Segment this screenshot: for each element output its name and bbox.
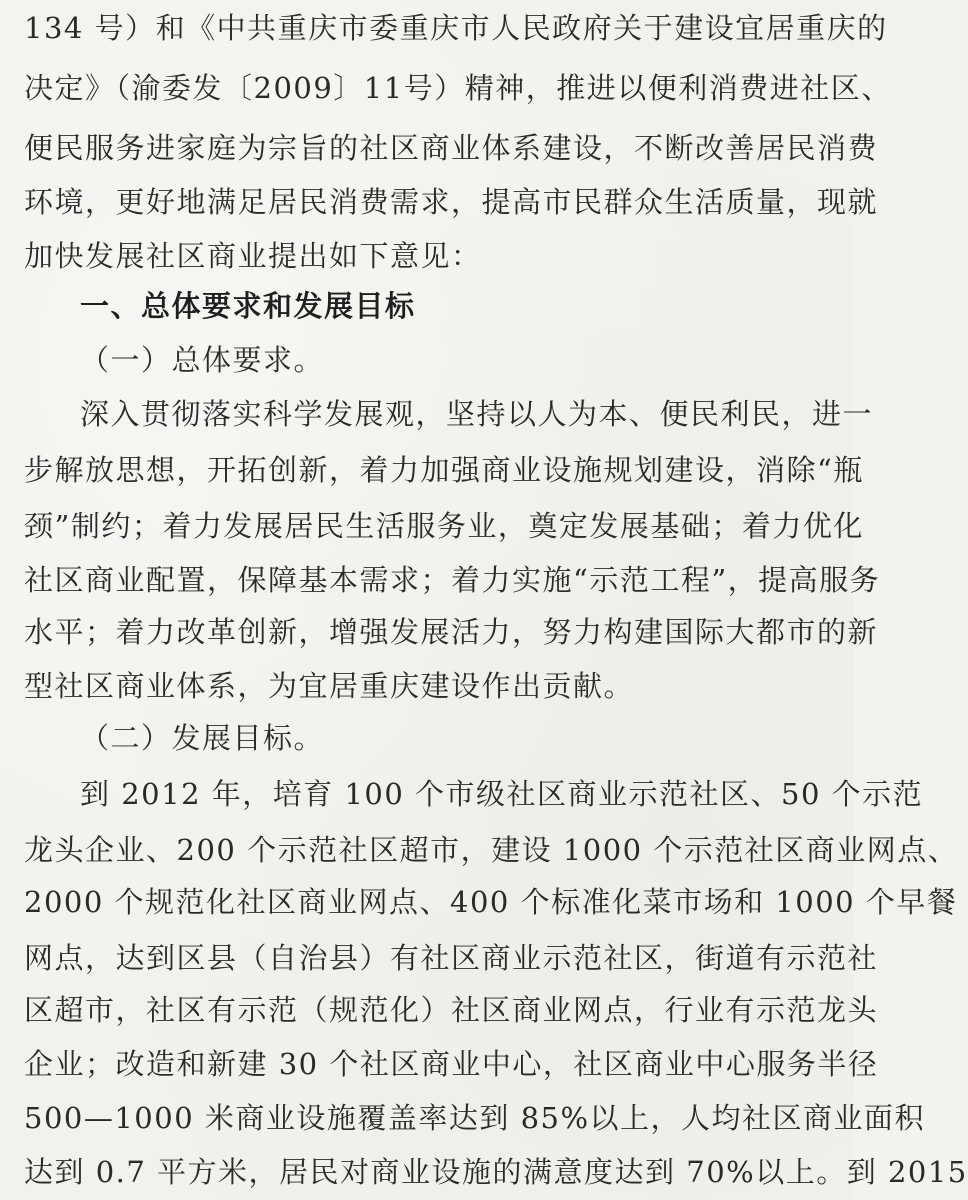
text-line: 型社区商业体系，为宜居重庆建设作出贡献。 (24, 669, 635, 703)
text-line: 决定》（渝委发〔2009〕11号）精神，推进以便利消费进社区、 (24, 71, 892, 105)
text-line: 深入贯彻落实科学发展观，坚持以人为本、便民利民，进一 (80, 397, 874, 431)
text-line: 便民服务进家庭为宗旨的社区商业体系建设，不断改善居民消费 (24, 131, 879, 165)
text-line: 水平；着力改革创新，增强发展活力，努力构建国际大都市的新 (24, 615, 879, 649)
section-heading: 一、总体要求和发展目标 (80, 289, 416, 323)
text-line: 步解放思想，开拓创新，着力加强商业设施规划建设，消除“瓶 (24, 453, 864, 487)
text-line: 区超市，社区有示范（规范化）社区商业网点，行业有示范龙头 (24, 993, 879, 1027)
text-line: 社区商业配置，保障基本需求；着力实施“示范工程”，提高服务 (24, 563, 881, 597)
text-line: 颈”制约；着力发展居民生活服务业，奠定发展基础；着力优化 (24, 509, 864, 543)
text-line: 加快发展社区商业提出如下意见： (24, 239, 482, 273)
text-line: 500—1000 米商业设施覆盖率达到 85%以上，人均社区商业面积 (24, 1101, 926, 1135)
text-line: 环境，更好地满足居民消费需求，提高市民群众生活质量，现就 (24, 185, 879, 219)
text-line: 龙头企业、200 个示范社区超市，建设 1000 个示范社区商业网点、 (24, 833, 959, 867)
subsection-heading: （二）发展目标。 (80, 721, 325, 755)
text-line: 网点，达到区县（自治县）有社区商业示范社区，街道有示范社 (24, 941, 879, 975)
text-line: 企业；改造和新建 30 个社区商业中心，社区商业中心服务半径 (24, 1047, 879, 1081)
text-line: 到 2012 年，培育 100 个市级社区商业示范社区、50 个示范 (80, 777, 924, 811)
text-line: 达到 0.7 平方米，居民对商业设施的满意度达到 70%以上。到 2015 (24, 1155, 968, 1189)
text-line: 134 号）和《中共重庆市委重庆市人民政府关于建设宜居重庆的 (24, 11, 888, 45)
text-line: 2000 个规范化社区商业网点、400 个标准化菜市场和 1000 个早餐 (24, 885, 958, 919)
subsection-heading: （一）总体要求。 (80, 343, 325, 377)
